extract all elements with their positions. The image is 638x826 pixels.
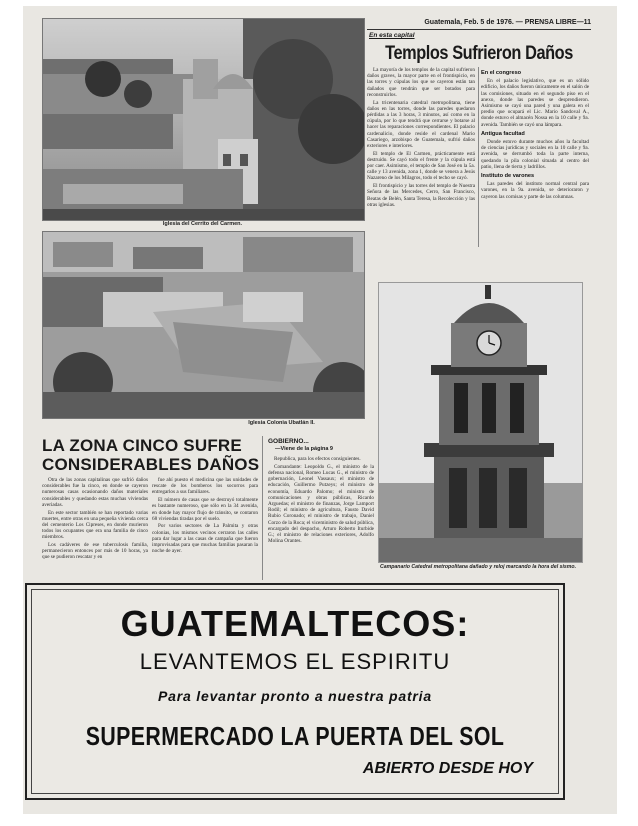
- main-col1-p3: El templo de El Carmen, prácticamente está destruido. Se cayó todo el frente y la cúpula está por caer. Asimismo, el templo de San José en la 5a. calle y 13 avenida, zona 1, donde se venera a Jesús Nazareno de los Milagros, todo el techo se cayó.: [367, 150, 475, 182]
- ad-line-patria: Para levantar pronto a nuestra patria: [158, 688, 432, 704]
- gobierno-p1: Republica, para los efectos consiguientes.: [274, 456, 361, 462]
- zona-col1: [42, 477, 148, 581]
- photo-cerrito-del-carmen: [42, 18, 365, 221]
- supermarket-advertisement: [25, 583, 565, 800]
- gobierno-continued: —Viene de la página 9: [275, 446, 333, 452]
- running-head: Guatemala, Feb. 5 de 1976. — PRENSA LIBRE—11: [424, 19, 591, 26]
- gobierno-divider: [262, 436, 263, 580]
- zona-headline-line1: LA ZONA CINCO SUFRE: [42, 436, 242, 455]
- zona-col2-p2: El número de casas que se destruyó totalmente es bastante numeroso, que sólo en la 34 avenida, en donde hay mayor flujo de tránsito, se contaron 68 viviendas tiradas por el suelo.: [152, 497, 258, 522]
- main-article-col1: [367, 67, 475, 250]
- photo-caption-cerrito: Iglesia del Cerrito del Carmen.: [162, 221, 243, 227]
- zona-col2-p1: fue ahí puesto el medicina que las unidades de rescate de los bomberos los socorros para entregarlos a sus familiares.: [152, 477, 258, 496]
- column-divider: [478, 67, 479, 247]
- zona-headline-line2: CONSIDERABLES DAÑOS: [42, 455, 260, 474]
- zona-col2: [152, 477, 258, 581]
- subhead-instituto: Instituto de varones: [481, 173, 535, 180]
- photo-colonia-ubatlan: [42, 231, 365, 419]
- main-col2-p2: Donde estuvo durante muchos años la facultad de ciencias jurídicas y sociales en la 10 calle y 9a. avenida, se derrumbó toda la parte interna, quedando la pila colonial situada al centro del patio, llena de tierra y ladrillos.: [481, 139, 589, 170]
- subhead-facultad: Antigua facultad: [481, 130, 525, 137]
- church-photo-illustration: [43, 19, 364, 220]
- zona-col2-p3: Por varios sectores de La Palmita y otras colonias, los mismos vecinos cerraron las calles para dar lugar a las casas de campaña que fueron improvisadas para que muchas familias pasaran la noche de ayer.: [152, 523, 258, 555]
- subhead-congreso: En el congreso: [481, 70, 522, 76]
- main-col2-p3: Las paredes del instituto normal central para varones, en la 9a. avenida, se deterioraron y cayeron las cornisas y parte de las columnas.: [481, 181, 589, 200]
- photo-campanario-catedral: [378, 282, 583, 563]
- header-rule: [367, 29, 591, 30]
- photo-caption-ubatlan: Iglesia Colonia Ubatlán II.: [248, 420, 315, 426]
- ad-line-abierto: ABIERTO DESDE HOY: [362, 760, 533, 777]
- ad-line-supermercado: SUPERMERCADO LA PUERTA DEL SOL: [85, 721, 505, 751]
- main-col1-p4: El frontispicio y las torres del templo de Nuestra Señora de las Mercedes, Cerro, San Francisco, Beatas de Belén, Santa Teresa, la Recolección y las otras iglesias.: [367, 183, 475, 208]
- ad-line-levantemos: LEVANTEMOS EL ESPIRITU: [139, 649, 451, 674]
- main-col1-p2: La tricentenaria catedral metropolitana, tiene daños en las torres, donde las paredes quedaron pérdidas a las 3 horas, 3 minutos, así como en la cúpula, por lo que tendrá que cerrarse y botarse al hacer las reparaciones correspondientes. El palacio cardenalicio, donde reside el cardenal Mario Casariego, arzobispo de Guatemala, sufrió daños exteriores e interiores.: [367, 99, 475, 149]
- main-col2-p1: En el palacio legislativo, que es un sólido edificio, los daños fueron únicamente en el salón de las comisiones, situado en el segundo piso en el anexo, donde las paredes se desprendieron. Asimismo se cayó una pared y una galera en el predio que ocupará el Lic. Mario Sandoval A., donde estuvo el almacén Nossa en la 10 calle y 9a. avenida. También se cayó una lámpara.: [481, 78, 589, 128]
- main-article-col2: [481, 67, 589, 250]
- photo-caption-campanario: Campanario Catedral metropolitana dañado y reloj marcando la hora del sismo.: [380, 564, 577, 570]
- main-col1-p1: La mayoría de los templos de la capital sufrieron daños graves, la mayor parte en el frontispicio, en las torres y cúpulas los que se cayeron están tan dañados que tendrán que ser botados para reconstruirlos.: [367, 67, 475, 98]
- gobierno-headline: GOBIERNO...: [268, 438, 309, 445]
- zona-col1-p2: En este sector también se han reportado varias muertes, entre otras en una pequeña vivienda cerca del cementerio Los Cipreses, en donde murieron todos los ocupantes que era una familia de cinco miembros.: [42, 509, 148, 541]
- ad-line-guatemaltecos: GUATEMALTECOS:: [120, 603, 470, 644]
- collapsed-church-illustration: [43, 232, 364, 418]
- gobierno-col: [268, 456, 374, 581]
- section-tag: En esta capital: [369, 32, 415, 39]
- zona-col1-p3: Los cadáveres de ese tuberculosis familia, permanecieron entonces por más de 10 horas, ya que se pudieron rescatar y en: [42, 542, 148, 561]
- gobierno-p2: Comandante: Leopoldo G., el ministro de la defensa nacional, Romeo Lucas G., el ministro de gobernación, Leonel Vassaux; el ministro de educación, Guillermo Putzeys; el ministro de economía, Eduardo Palomo; el ministro de comunicaciones y obras públicas, Ricardo Arguedas; el ministro de finanzas, Jorge Lamport Rodil; el ministro de agricultura, Fausto David Rubio Coronado; el ministro de trabajo, Daniel Corzo de la Roca; el viceministro de salud pública, encargado del despacho, Arturo Roberto Iturbide G.; el ministro de relaciones exteriores, Adolfo Molina Orantes.: [268, 463, 374, 545]
- zona-col1-p1: Otra de las zonas capitalinas que sufrió daños considerables fue la cinco, en donde se cayeron numerosas casas ocasionando daños materiales considerables y quedando estas muchas viviendas averiadas.: [42, 477, 148, 508]
- main-headline: Templos Sufrieron Daños: [385, 43, 573, 64]
- bell-tower-illustration: [379, 283, 582, 562]
